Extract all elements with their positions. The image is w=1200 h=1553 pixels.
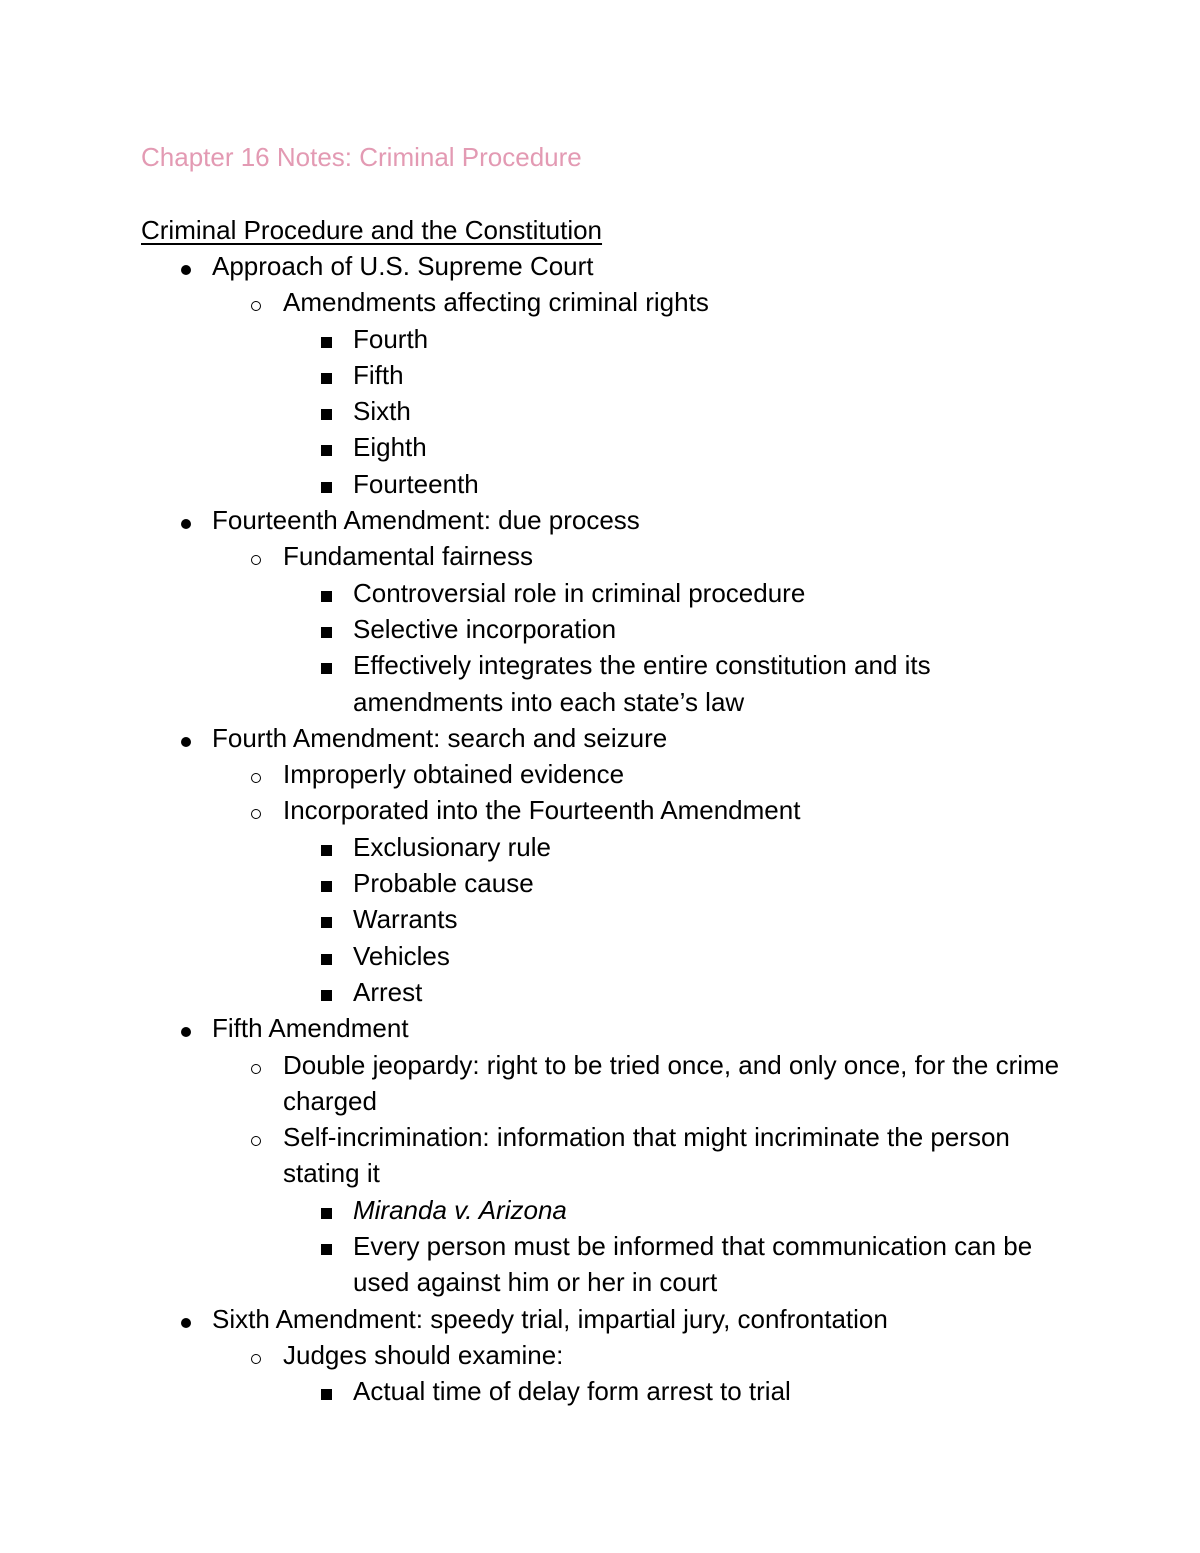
outline-item-level-3 xyxy=(0,429,1200,465)
outline-item-level-3 xyxy=(0,974,1200,1010)
page-title: Chapter 16 Notes: Criminal Procedure xyxy=(141,142,582,172)
square-bullet-icon xyxy=(321,881,332,892)
outline-item-level-1 xyxy=(0,248,1200,284)
square-bullet-icon xyxy=(321,591,332,602)
outline-item-level-3 xyxy=(0,321,1200,357)
filled-circle-bullet-icon xyxy=(181,519,191,529)
outline-item-level-3 xyxy=(0,393,1200,429)
outline-item-text: Probable cause xyxy=(353,868,534,899)
outline-item-text: Warrants xyxy=(353,904,458,935)
bullet-marker xyxy=(311,829,341,865)
square-bullet-icon xyxy=(321,990,332,1001)
bullet-marker xyxy=(311,466,341,502)
outline-item-text: Sixth Amendment: speedy trial, impartial jury, confrontation xyxy=(212,1303,888,1334)
bullet-marker xyxy=(311,901,341,937)
outline-item-level-2 xyxy=(0,538,1200,574)
square-bullet-icon xyxy=(321,1389,332,1400)
square-bullet-icon xyxy=(321,627,332,638)
bullet-marker xyxy=(311,575,341,611)
outline-item-text: Arrest xyxy=(353,976,423,1007)
outline-item-level-3 xyxy=(0,575,1200,611)
outline-item-text: Controversial role in criminal procedure xyxy=(353,577,806,608)
hollow-circle-bullet-icon xyxy=(251,1354,261,1364)
outline-item-level-2 xyxy=(0,1047,1200,1120)
square-bullet-icon xyxy=(321,482,332,493)
bullet-marker xyxy=(311,611,341,647)
bullet-marker xyxy=(311,938,341,974)
bullet-marker xyxy=(241,1337,271,1373)
square-bullet-icon xyxy=(321,445,332,456)
outline-item-level-3 xyxy=(0,1192,1200,1228)
bullet-marker xyxy=(171,1301,201,1337)
bullet-marker xyxy=(171,1010,201,1046)
outline-item-level-1 xyxy=(0,720,1200,756)
outline-item-level-2 xyxy=(0,756,1200,792)
outline-item-text: Self-incrimination: information that might incriminate the person stating it xyxy=(283,1122,1010,1189)
outline-item-level-3 xyxy=(0,647,1200,720)
bullet-marker xyxy=(311,429,341,465)
outline-item-level-3 xyxy=(0,1228,1200,1301)
outline-list xyxy=(0,248,1200,1410)
outline-item-text: Approach of U.S. Supreme Court xyxy=(212,251,594,281)
square-bullet-icon xyxy=(321,1208,332,1219)
outline-item-level-3 xyxy=(0,829,1200,865)
square-bullet-icon xyxy=(321,1244,332,1255)
bullet-marker xyxy=(171,720,201,756)
bullet-marker xyxy=(311,393,341,429)
outline-item-text: Improperly obtained evidence xyxy=(283,759,625,790)
outline-item-level-2 xyxy=(0,284,1200,320)
outline-item-text: Double jeopardy: right to be tried once, and only once, for the crime charged xyxy=(283,1049,1060,1116)
outline-item-text: Fourteenth Amendment: due process xyxy=(212,505,640,536)
outline-item-level-3 xyxy=(0,466,1200,502)
square-bullet-icon xyxy=(321,663,332,674)
outline-item-text: Fifth xyxy=(353,359,404,390)
outline-item-level-3 xyxy=(0,865,1200,901)
hollow-circle-bullet-icon xyxy=(251,1136,261,1146)
outline-item-text: Exclusionary rule xyxy=(353,831,551,862)
outline-item-level-3 xyxy=(0,611,1200,647)
outline-item-text: Selective incorporation xyxy=(353,613,617,644)
outline-item-level-3 xyxy=(0,1373,1200,1409)
outline-item-level-2 xyxy=(0,792,1200,828)
square-bullet-icon xyxy=(321,845,332,856)
bullet-marker xyxy=(171,248,201,284)
hollow-circle-bullet-icon xyxy=(251,773,261,783)
outline-item-level-3 xyxy=(0,901,1200,937)
outline-item-level-1 xyxy=(0,1301,1200,1337)
filled-circle-bullet-icon xyxy=(181,1318,191,1328)
bullet-marker xyxy=(311,1228,341,1264)
outline-item-text: Fourteenth xyxy=(353,468,479,499)
outline-item-text: Fourth Amendment: search and seizure xyxy=(212,722,668,753)
bullet-marker xyxy=(311,1373,341,1409)
bullet-marker xyxy=(241,284,271,320)
hollow-circle-bullet-icon xyxy=(251,809,261,819)
outline-item-level-3 xyxy=(0,938,1200,974)
hollow-circle-bullet-icon xyxy=(251,301,261,311)
square-bullet-icon xyxy=(321,337,332,348)
outline-item-text: Sixth xyxy=(353,396,411,427)
outline-item-level-2 xyxy=(0,1119,1200,1192)
bullet-marker xyxy=(241,756,271,792)
bullet-marker xyxy=(241,792,271,828)
outline-item-text: Vehicles xyxy=(353,940,450,971)
bullet-marker xyxy=(311,974,341,1010)
hollow-circle-bullet-icon xyxy=(251,555,261,565)
bullet-marker xyxy=(241,538,271,574)
square-bullet-icon xyxy=(321,917,332,928)
outline-item-text: Actual time of delay form arrest to trial xyxy=(353,1376,791,1407)
outline-item-level-1 xyxy=(0,1010,1200,1046)
outline-item-level-3 xyxy=(0,357,1200,393)
outline-item-text: Eighth xyxy=(353,432,427,463)
outline-item-text: Effectively integrates the entire constitution and its amendments into each state’s law xyxy=(353,650,931,717)
square-bullet-icon xyxy=(321,409,332,420)
outline-item-level-2 xyxy=(0,1337,1200,1373)
section-heading: Criminal Procedure and the Constitution xyxy=(141,215,603,245)
outline-item-level-1 xyxy=(0,502,1200,538)
outline-item-text: Amendments affecting criminal rights xyxy=(283,287,709,318)
outline-item-text: Fifth Amendment xyxy=(212,1013,409,1044)
filled-circle-bullet-icon xyxy=(181,265,191,275)
bullet-marker xyxy=(171,502,201,538)
bullet-marker xyxy=(311,865,341,901)
bullet-marker xyxy=(311,357,341,393)
outline-item-text: Fundamental fairness xyxy=(283,541,534,572)
outline-item-text: Incorporated into the Fourteenth Amendment xyxy=(283,795,801,826)
bullet-marker xyxy=(241,1119,271,1155)
filled-circle-bullet-icon xyxy=(181,737,191,747)
outline-item-text: Every person must be informed that communication can be used against him or her in court xyxy=(353,1231,1033,1298)
square-bullet-icon xyxy=(321,373,332,384)
hollow-circle-bullet-icon xyxy=(251,1064,261,1074)
square-bullet-icon xyxy=(321,954,332,965)
filled-circle-bullet-icon xyxy=(181,1027,191,1037)
bullet-marker xyxy=(311,1192,341,1228)
outline-item-text: Miranda v. Arizona xyxy=(353,1194,567,1225)
outline-item-text: Fourth xyxy=(353,323,429,354)
bullet-marker xyxy=(241,1047,271,1083)
bullet-marker xyxy=(311,321,341,357)
outline-item-text: Judges should examine: xyxy=(283,1339,564,1370)
bullet-marker xyxy=(311,647,341,683)
